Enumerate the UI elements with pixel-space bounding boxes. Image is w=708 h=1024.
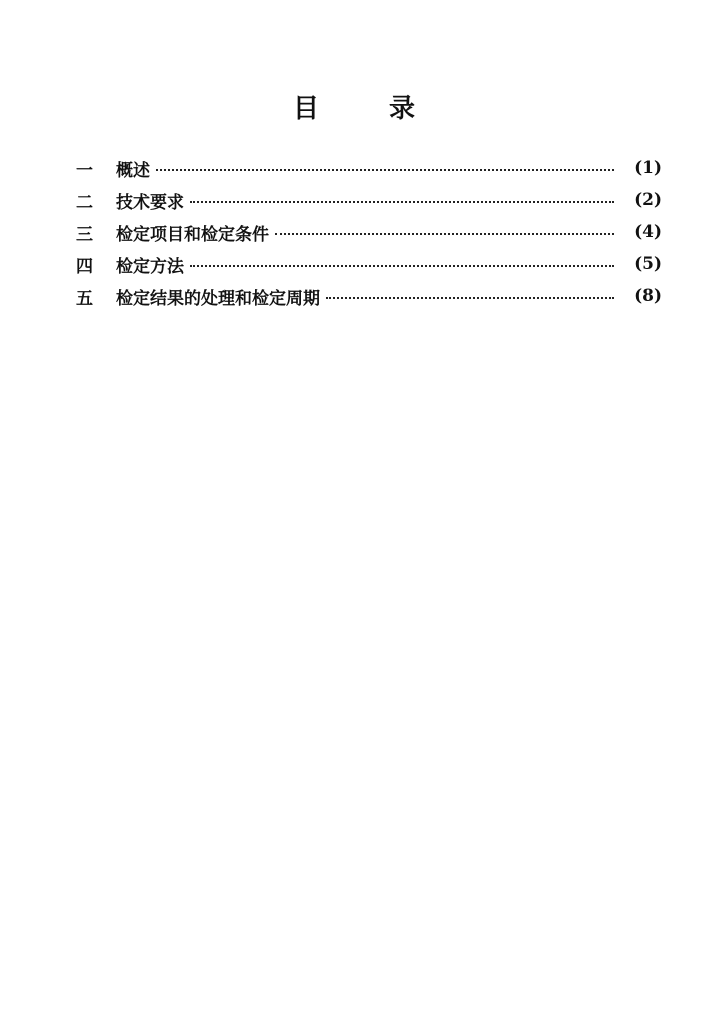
title-char-left: 目 bbox=[292, 94, 319, 124]
toc-entry-title: 概述 bbox=[116, 160, 150, 181]
toc-entry-number: 二 bbox=[76, 192, 93, 213]
toc-entry-4 bbox=[76, 248, 662, 280]
toc-entry-title: 技术要求 bbox=[116, 192, 184, 213]
table-of-contents bbox=[76, 152, 662, 312]
toc-leader-dots bbox=[190, 201, 614, 203]
toc-entry-number: 三 bbox=[76, 224, 93, 245]
toc-entry-3 bbox=[76, 216, 662, 248]
toc-entry-title: 检定结果的处理和检定周期 bbox=[116, 288, 320, 309]
toc-entry-page: (5) bbox=[634, 254, 662, 274]
toc-leader-dots bbox=[275, 233, 614, 235]
toc-entry-number: 一 bbox=[76, 160, 93, 181]
toc-leader-dots bbox=[190, 265, 614, 267]
toc-entry-number: 五 bbox=[76, 288, 93, 309]
title-char-right: 录 bbox=[389, 94, 416, 124]
toc-leader-dots bbox=[156, 169, 614, 171]
toc-entry-page: (2) bbox=[634, 190, 662, 210]
toc-entry-number: 四 bbox=[76, 256, 93, 277]
toc-entry-page: (1) bbox=[634, 158, 662, 178]
toc-entry-page: (8) bbox=[634, 286, 662, 306]
toc-entry-title: 检定项目和检定条件 bbox=[116, 224, 269, 245]
toc-entry-1 bbox=[76, 152, 662, 184]
toc-entry-2 bbox=[76, 184, 662, 216]
toc-leader-dots bbox=[326, 297, 614, 299]
toc-entry-5 bbox=[76, 280, 662, 312]
page-title bbox=[0, 88, 708, 125]
toc-entry-page: (4) bbox=[634, 222, 662, 242]
toc-entry-title: 检定方法 bbox=[116, 256, 184, 277]
